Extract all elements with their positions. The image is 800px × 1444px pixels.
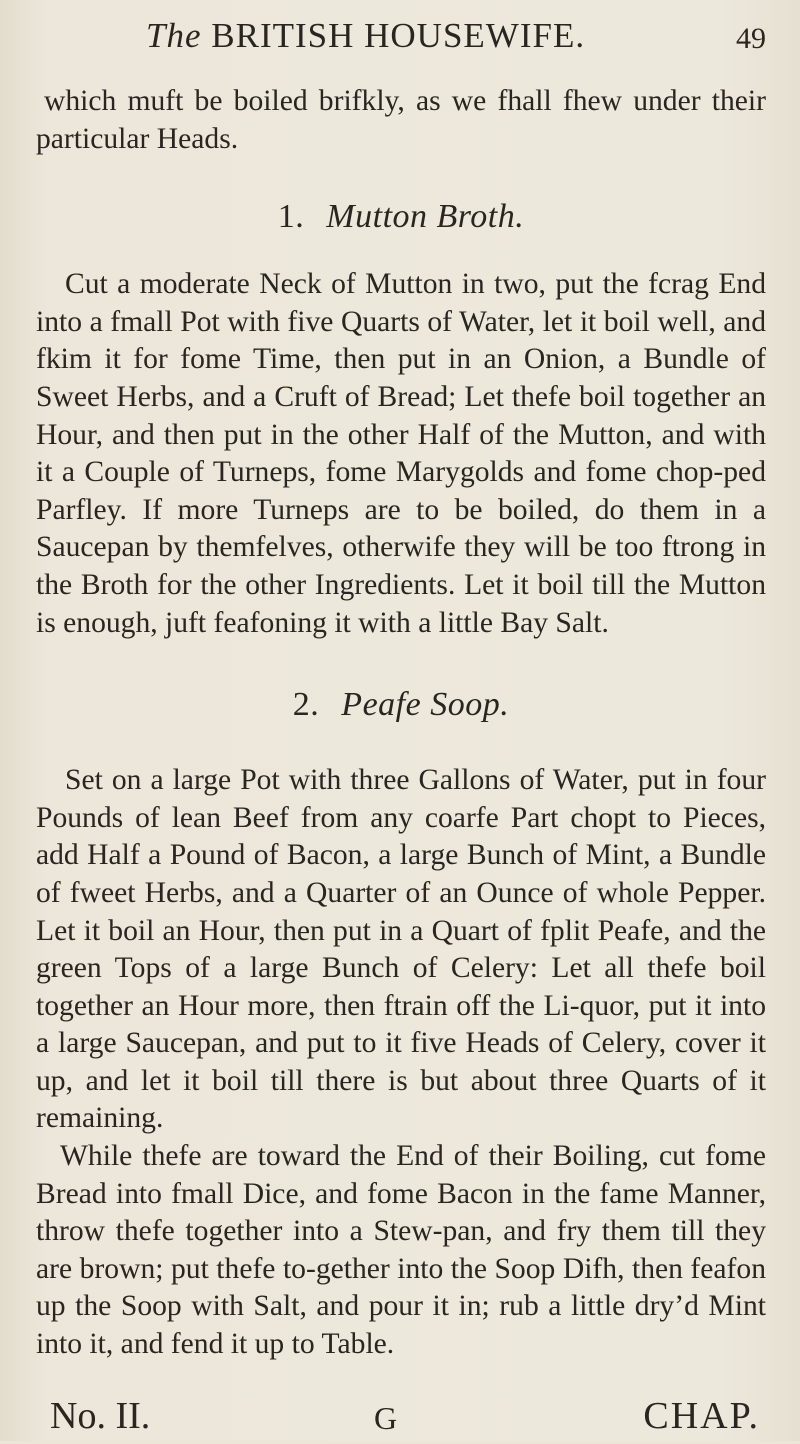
page-number: 49 bbox=[736, 22, 766, 55]
recipe-heading-mutton-broth bbox=[36, 198, 766, 236]
recipe-heading-peafe-soop bbox=[36, 686, 766, 724]
signature-number: No. II. bbox=[50, 1394, 151, 1437]
page-footer bbox=[36, 1394, 766, 1444]
intro-paragraph: which muft be boiled brifkly, as we fhall fhew under their particular Heads. bbox=[36, 85, 766, 155]
mutton-broth-paragraph: Cut a moderate Neck of Mutton in two, put the fcrag End into a fmall Pot with five Quarts of Water, let it boil well, and fkim it for fome Time, then put in an Onion, a Bundle of Sweet Herbs, and a Cruft of Bread; Let thefe boil together an Hour, and then put in the other Half of the Mutton, and with it a Couple of Turneps, fome Marygolds and fome chop-ped Parfley. If more Turneps are to be boiled, do them in a Saucepan by themfelves, otherwife they will be too ftrong in the Broth for the other Ingredients. Let it boil till the Mutton is enough, juft feafoning it with a little Bay Salt. bbox=[36, 268, 766, 639]
recipe-name: Mutton Broth. bbox=[326, 198, 525, 236]
recipe-number: 1. bbox=[277, 198, 305, 236]
peafe-soop-paragraph-1: Set on a large Pot with three Gallons of Water, put in four Pounds of lean Beef from any coarfe Part chopt to Pieces, add Half a Pound of Bacon, a large Bunch of Mint, a Bundle of fweet Herbs, and a Quarter of an Ounce of whole Pepper. Let it boil an Hour, then put in a Quart of fplit Peafe, and the green Tops of a large Bunch of Celery: Let all thefe boil together an Hour more, then ftrain off the Li-quor, put it into a large Saucepan, and put to it five Heads of Celery, cover it up, and let it boil till there is but about three Quarts of it remaining. bbox=[36, 764, 766, 1135]
recipe-name: Peafe Soop. bbox=[341, 686, 510, 724]
recipe-number: 2. bbox=[292, 686, 320, 724]
running-head bbox=[36, 0, 766, 58]
running-title-the: The bbox=[146, 16, 202, 55]
catchword: CHAP. bbox=[643, 1394, 760, 1437]
running-title-rest: BRITISH HOUSEWIFE. bbox=[211, 16, 586, 55]
signature-letter: G bbox=[374, 1399, 398, 1436]
running-title bbox=[146, 16, 585, 56]
peafe-soop-paragraph-2: While thefe are toward the End of their Boiling, cut fome Bread into fmall Dice, and fome Bacon in the fame Manner, throw thefe together into a Stew-pan, and fry them till they are brown; put thefe to-gether into the Soop Difh, then feafon up the Soop with Salt, and pour it in; rub a little dry’d Mint into it, and fend it up to Table. bbox=[36, 1140, 766, 1361]
